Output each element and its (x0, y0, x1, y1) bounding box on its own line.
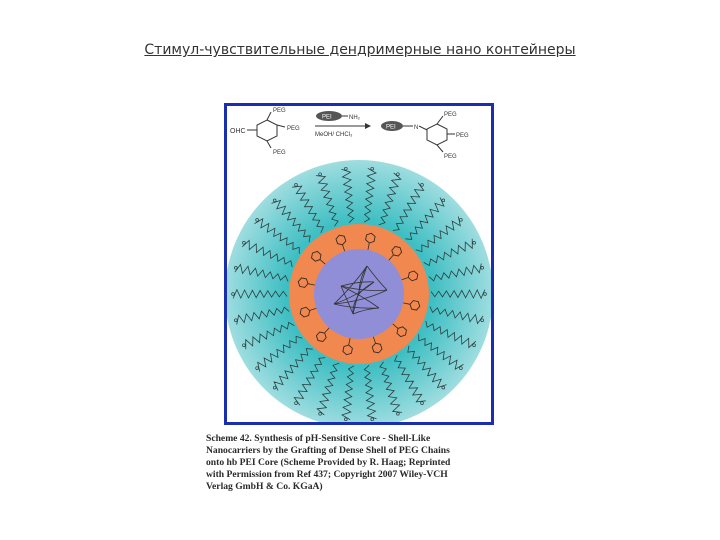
pei-product-label: PEI (386, 124, 396, 131)
caption-line: with Permission from Ref 437; Copyright 2007 Wiley-VCH (206, 469, 448, 480)
imine-product (403, 116, 455, 152)
amine-label: NH₂ (349, 115, 360, 121)
reaction-conditions: MeOH/ CHCl₃ (315, 132, 353, 138)
caption-line: onto hb PEI Core (Scheme Provided by R. Haag; Reprinted (206, 457, 451, 468)
scheme-figure (224, 103, 494, 425)
aldehyde-reactant (247, 112, 285, 148)
imine-n: N (414, 125, 419, 131)
peg-label-3: PEG (273, 150, 286, 156)
peg-product-label-1: PEG (444, 112, 457, 118)
core-shell-nanocarrier-diagram (227, 160, 491, 422)
peg-label-1: PEG (273, 108, 286, 114)
caption-line: Verlag GmbH & Co. KGaA) (206, 481, 323, 492)
peg-product-label-3: PEG (444, 154, 457, 160)
caption-line: Nanocarriers by the Grafting of Dense Shell of PEG Chains (206, 445, 450, 456)
scheme-caption (206, 433, 496, 493)
peg-label-2: PEG (287, 126, 300, 132)
caption-line: Scheme 42. Synthesis of pH-Sensitive Core - Shell-Like (206, 433, 431, 444)
reaction-scheme (227, 106, 491, 162)
reaction-arrow-head (365, 123, 371, 129)
pei-reagent-label: PEI (322, 114, 332, 121)
peg-product-label-2: PEG (456, 133, 469, 139)
aldehyde-label: OHC (230, 128, 246, 135)
slide-title: Стимул-чувствительные дендримерные нано контейнеры (144, 42, 576, 58)
